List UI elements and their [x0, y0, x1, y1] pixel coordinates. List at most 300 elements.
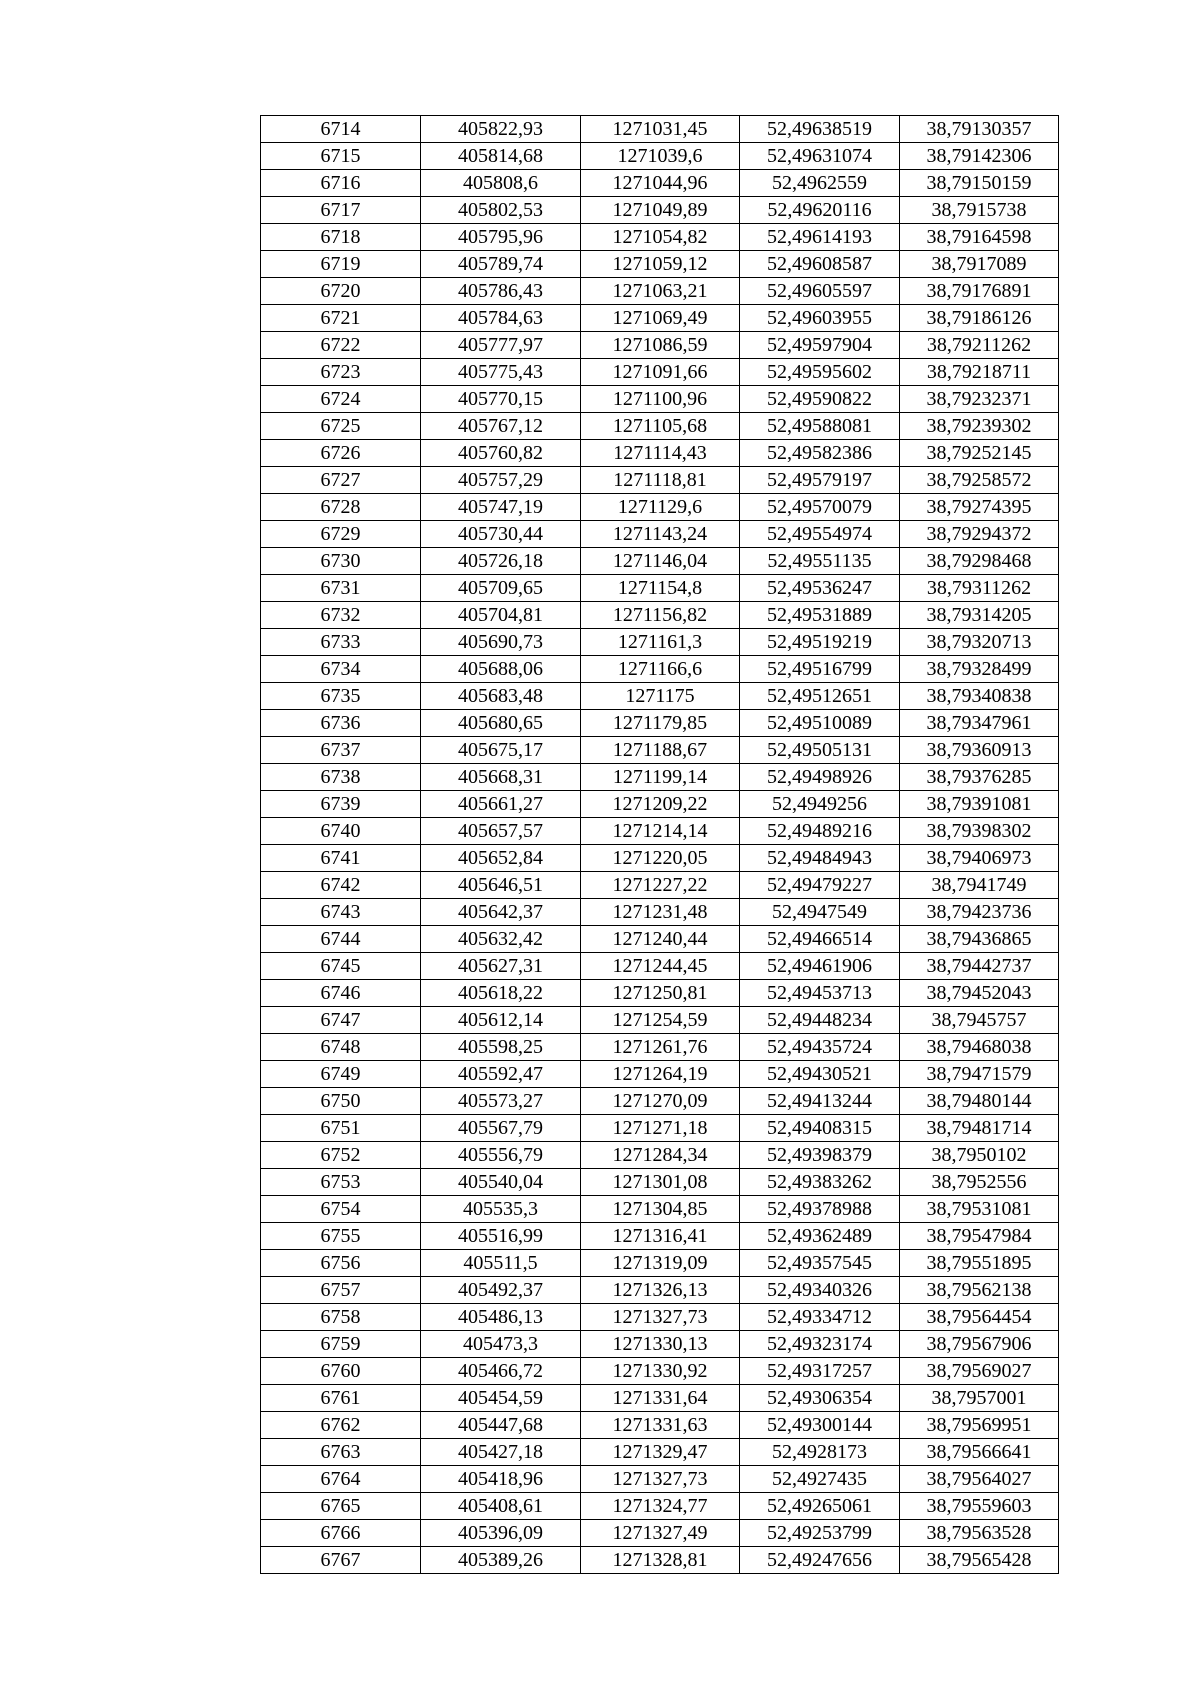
table-row	[261, 1385, 1059, 1412]
latitude-cell: 52,49453713	[740, 980, 900, 1007]
table-row	[261, 1223, 1059, 1250]
y-coordinate-cell: 1271220,05	[581, 845, 740, 872]
latitude-cell: 52,49570079	[740, 494, 900, 521]
x-coordinate-cell: 405657,57	[421, 818, 581, 845]
x-coordinate-cell: 405683,48	[421, 683, 581, 710]
longitude-cell: 38,79258572	[900, 467, 1059, 494]
latitude-cell: 52,49317257	[740, 1358, 900, 1385]
longitude-cell: 38,79176891	[900, 278, 1059, 305]
table-row	[261, 332, 1059, 359]
latitude-cell: 52,49498926	[740, 764, 900, 791]
latitude-cell: 52,49357545	[740, 1250, 900, 1277]
table-row	[261, 845, 1059, 872]
latitude-cell: 52,49519219	[740, 629, 900, 656]
x-coordinate-cell: 405389,26	[421, 1547, 581, 1574]
longitude-cell: 38,79328499	[900, 656, 1059, 683]
point-number-cell: 6724	[261, 386, 421, 413]
y-coordinate-cell: 1271214,14	[581, 818, 740, 845]
y-coordinate-cell: 1271244,45	[581, 953, 740, 980]
latitude-cell: 52,49323174	[740, 1331, 900, 1358]
latitude-cell: 52,49300144	[740, 1412, 900, 1439]
latitude-cell: 52,49430521	[740, 1061, 900, 1088]
point-number-cell: 6741	[261, 845, 421, 872]
x-coordinate-cell: 405473,3	[421, 1331, 581, 1358]
table-row	[261, 1088, 1059, 1115]
latitude-cell: 52,49582386	[740, 440, 900, 467]
x-coordinate-cell: 405632,42	[421, 926, 581, 953]
table-row	[261, 872, 1059, 899]
table-row	[261, 440, 1059, 467]
table-row	[261, 1007, 1059, 1034]
y-coordinate-cell: 1271304,85	[581, 1196, 740, 1223]
point-number-cell: 6752	[261, 1142, 421, 1169]
x-coordinate-cell: 405709,65	[421, 575, 581, 602]
longitude-cell: 38,79481714	[900, 1115, 1059, 1142]
x-coordinate-cell: 405627,31	[421, 953, 581, 980]
latitude-cell: 52,49512651	[740, 683, 900, 710]
y-coordinate-cell: 1271261,76	[581, 1034, 740, 1061]
y-coordinate-cell: 1271330,92	[581, 1358, 740, 1385]
point-number-cell: 6749	[261, 1061, 421, 1088]
point-number-cell: 6739	[261, 791, 421, 818]
longitude-cell: 38,79569951	[900, 1412, 1059, 1439]
latitude-cell: 52,4927435	[740, 1466, 900, 1493]
y-coordinate-cell: 1271105,68	[581, 413, 740, 440]
y-coordinate-cell: 1271063,21	[581, 278, 740, 305]
latitude-cell: 52,49378988	[740, 1196, 900, 1223]
table-row	[261, 170, 1059, 197]
table-row	[261, 1196, 1059, 1223]
latitude-cell: 52,49588081	[740, 413, 900, 440]
latitude-cell: 52,4949256	[740, 791, 900, 818]
x-coordinate-cell: 405540,04	[421, 1169, 581, 1196]
latitude-cell: 52,49479227	[740, 872, 900, 899]
x-coordinate-cell: 405454,59	[421, 1385, 581, 1412]
longitude-cell: 38,79471579	[900, 1061, 1059, 1088]
table-row	[261, 1304, 1059, 1331]
y-coordinate-cell: 1271091,66	[581, 359, 740, 386]
latitude-cell: 52,49590822	[740, 386, 900, 413]
longitude-cell: 38,79566641	[900, 1439, 1059, 1466]
y-coordinate-cell: 1271284,34	[581, 1142, 740, 1169]
latitude-cell: 52,49531889	[740, 602, 900, 629]
point-number-cell: 6764	[261, 1466, 421, 1493]
point-number-cell: 6719	[261, 251, 421, 278]
longitude-cell: 38,79186126	[900, 305, 1059, 332]
y-coordinate-cell: 1271129,6	[581, 494, 740, 521]
point-number-cell: 6738	[261, 764, 421, 791]
latitude-cell: 52,49340326	[740, 1277, 900, 1304]
point-number-cell: 6727	[261, 467, 421, 494]
table-row	[261, 1250, 1059, 1277]
x-coordinate-cell: 405492,37	[421, 1277, 581, 1304]
table-row	[261, 1520, 1059, 1547]
x-coordinate-cell: 405730,44	[421, 521, 581, 548]
point-number-cell: 6735	[261, 683, 421, 710]
x-coordinate-cell: 405646,51	[421, 872, 581, 899]
y-coordinate-cell: 1271031,45	[581, 116, 740, 143]
longitude-cell: 38,79565428	[900, 1547, 1059, 1574]
longitude-cell: 38,7941749	[900, 872, 1059, 899]
y-coordinate-cell: 1271271,18	[581, 1115, 740, 1142]
table-row	[261, 575, 1059, 602]
table-row	[261, 1331, 1059, 1358]
point-number-cell: 6748	[261, 1034, 421, 1061]
table-row	[261, 656, 1059, 683]
table-row	[261, 1493, 1059, 1520]
longitude-cell: 38,79239302	[900, 413, 1059, 440]
x-coordinate-cell: 405675,17	[421, 737, 581, 764]
longitude-cell: 38,79294372	[900, 521, 1059, 548]
table-row	[261, 980, 1059, 1007]
longitude-cell: 38,79391081	[900, 791, 1059, 818]
y-coordinate-cell: 1271086,59	[581, 332, 740, 359]
longitude-cell: 38,7917089	[900, 251, 1059, 278]
y-coordinate-cell: 1271161,3	[581, 629, 740, 656]
y-coordinate-cell: 1271327,49	[581, 1520, 740, 1547]
x-coordinate-cell: 405642,37	[421, 899, 581, 926]
table-row	[261, 143, 1059, 170]
x-coordinate-cell: 405427,18	[421, 1439, 581, 1466]
latitude-cell: 52,49510089	[740, 710, 900, 737]
table-row	[261, 1412, 1059, 1439]
longitude-cell: 38,79452043	[900, 980, 1059, 1007]
longitude-cell: 38,79569027	[900, 1358, 1059, 1385]
table-row	[261, 467, 1059, 494]
y-coordinate-cell: 1271069,49	[581, 305, 740, 332]
longitude-cell: 38,79314205	[900, 602, 1059, 629]
x-coordinate-cell: 405680,65	[421, 710, 581, 737]
y-coordinate-cell: 1271199,14	[581, 764, 740, 791]
x-coordinate-cell: 405661,27	[421, 791, 581, 818]
table-row	[261, 710, 1059, 737]
latitude-cell: 52,49253799	[740, 1520, 900, 1547]
longitude-cell: 38,79480144	[900, 1088, 1059, 1115]
latitude-cell: 52,49408315	[740, 1115, 900, 1142]
point-number-cell: 6714	[261, 116, 421, 143]
latitude-cell: 52,49306354	[740, 1385, 900, 1412]
point-number-cell: 6722	[261, 332, 421, 359]
latitude-cell: 52,49605597	[740, 278, 900, 305]
y-coordinate-cell: 1271188,67	[581, 737, 740, 764]
longitude-cell: 38,7957001	[900, 1385, 1059, 1412]
table-row	[261, 1547, 1059, 1574]
y-coordinate-cell: 1271328,81	[581, 1547, 740, 1574]
y-coordinate-cell: 1271044,96	[581, 170, 740, 197]
x-coordinate-cell: 405808,6	[421, 170, 581, 197]
longitude-cell: 38,79274395	[900, 494, 1059, 521]
point-number-cell: 6756	[261, 1250, 421, 1277]
table-row	[261, 494, 1059, 521]
y-coordinate-cell: 1271146,04	[581, 548, 740, 575]
point-number-cell: 6745	[261, 953, 421, 980]
longitude-cell: 38,79311262	[900, 575, 1059, 602]
x-coordinate-cell: 405652,84	[421, 845, 581, 872]
table-row	[261, 386, 1059, 413]
longitude-cell: 38,7952556	[900, 1169, 1059, 1196]
table-row	[261, 1142, 1059, 1169]
x-coordinate-cell: 405767,12	[421, 413, 581, 440]
point-number-cell: 6750	[261, 1088, 421, 1115]
y-coordinate-cell: 1271264,19	[581, 1061, 740, 1088]
x-coordinate-cell: 405789,74	[421, 251, 581, 278]
longitude-cell: 38,79406973	[900, 845, 1059, 872]
latitude-cell: 52,49603955	[740, 305, 900, 332]
x-coordinate-cell: 405760,82	[421, 440, 581, 467]
table-row	[261, 359, 1059, 386]
point-number-cell: 6716	[261, 170, 421, 197]
point-number-cell: 6731	[261, 575, 421, 602]
y-coordinate-cell: 1271049,89	[581, 197, 740, 224]
latitude-cell: 52,49554974	[740, 521, 900, 548]
x-coordinate-cell: 405535,3	[421, 1196, 581, 1223]
latitude-cell: 52,49265061	[740, 1493, 900, 1520]
point-number-cell: 6723	[261, 359, 421, 386]
table-row	[261, 224, 1059, 251]
y-coordinate-cell: 1271154,8	[581, 575, 740, 602]
latitude-cell: 52,49398379	[740, 1142, 900, 1169]
longitude-cell: 38,79559603	[900, 1493, 1059, 1520]
latitude-cell: 52,49448234	[740, 1007, 900, 1034]
x-coordinate-cell: 405592,47	[421, 1061, 581, 1088]
latitude-cell: 52,49595602	[740, 359, 900, 386]
point-number-cell: 6742	[261, 872, 421, 899]
latitude-cell: 52,49489216	[740, 818, 900, 845]
table-row	[261, 1439, 1059, 1466]
latitude-cell: 52,49608587	[740, 251, 900, 278]
y-coordinate-cell: 1271329,47	[581, 1439, 740, 1466]
table-row	[261, 1358, 1059, 1385]
point-number-cell: 6740	[261, 818, 421, 845]
latitude-cell: 52,49631074	[740, 143, 900, 170]
x-coordinate-cell: 405688,06	[421, 656, 581, 683]
x-coordinate-cell: 405690,73	[421, 629, 581, 656]
y-coordinate-cell: 1271179,85	[581, 710, 740, 737]
table-row	[261, 521, 1059, 548]
x-coordinate-cell: 405726,18	[421, 548, 581, 575]
table-row	[261, 197, 1059, 224]
y-coordinate-cell: 1271156,82	[581, 602, 740, 629]
table-row	[261, 764, 1059, 791]
point-number-cell: 6753	[261, 1169, 421, 1196]
x-coordinate-cell: 405668,31	[421, 764, 581, 791]
point-number-cell: 6751	[261, 1115, 421, 1142]
y-coordinate-cell: 1271143,24	[581, 521, 740, 548]
longitude-cell: 38,7945757	[900, 1007, 1059, 1034]
y-coordinate-cell: 1271331,63	[581, 1412, 740, 1439]
y-coordinate-cell: 1271114,43	[581, 440, 740, 467]
table-row	[261, 251, 1059, 278]
x-coordinate-cell: 405447,68	[421, 1412, 581, 1439]
x-coordinate-cell: 405822,93	[421, 116, 581, 143]
y-coordinate-cell: 1271039,6	[581, 143, 740, 170]
point-number-cell: 6761	[261, 1385, 421, 1412]
x-coordinate-cell: 405598,25	[421, 1034, 581, 1061]
y-coordinate-cell: 1271227,22	[581, 872, 740, 899]
x-coordinate-cell: 405786,43	[421, 278, 581, 305]
x-coordinate-cell: 405777,97	[421, 332, 581, 359]
table-row	[261, 683, 1059, 710]
longitude-cell: 38,79567906	[900, 1331, 1059, 1358]
point-number-cell: 6717	[261, 197, 421, 224]
point-number-cell: 6766	[261, 1520, 421, 1547]
latitude-cell: 52,49516799	[740, 656, 900, 683]
x-coordinate-cell: 405747,19	[421, 494, 581, 521]
y-coordinate-cell: 1271324,77	[581, 1493, 740, 1520]
latitude-cell: 52,49461906	[740, 953, 900, 980]
point-number-cell: 6747	[261, 1007, 421, 1034]
point-number-cell: 6730	[261, 548, 421, 575]
table-row	[261, 548, 1059, 575]
longitude-cell: 38,79436865	[900, 926, 1059, 953]
coordinates-table	[260, 115, 1059, 1574]
point-number-cell: 6765	[261, 1493, 421, 1520]
longitude-cell: 38,79320713	[900, 629, 1059, 656]
table-row	[261, 278, 1059, 305]
longitude-cell: 38,79398302	[900, 818, 1059, 845]
latitude-cell: 52,49362489	[740, 1223, 900, 1250]
longitude-cell: 38,79551895	[900, 1250, 1059, 1277]
y-coordinate-cell: 1271326,13	[581, 1277, 740, 1304]
latitude-cell: 52,49620116	[740, 197, 900, 224]
point-number-cell: 6732	[261, 602, 421, 629]
longitude-cell: 38,79563528	[900, 1520, 1059, 1547]
x-coordinate-cell: 405814,68	[421, 143, 581, 170]
longitude-cell: 38,79531081	[900, 1196, 1059, 1223]
point-number-cell: 6754	[261, 1196, 421, 1223]
longitude-cell: 38,7950102	[900, 1142, 1059, 1169]
y-coordinate-cell: 1271270,09	[581, 1088, 740, 1115]
latitude-cell: 52,49247656	[740, 1547, 900, 1574]
longitude-cell: 38,79347961	[900, 710, 1059, 737]
y-coordinate-cell: 1271331,64	[581, 1385, 740, 1412]
x-coordinate-cell: 405466,72	[421, 1358, 581, 1385]
latitude-cell: 52,49466514	[740, 926, 900, 953]
table-row	[261, 791, 1059, 818]
table-row	[261, 737, 1059, 764]
y-coordinate-cell: 1271316,41	[581, 1223, 740, 1250]
y-coordinate-cell: 1271240,44	[581, 926, 740, 953]
x-coordinate-cell: 405408,61	[421, 1493, 581, 1520]
y-coordinate-cell: 1271175	[581, 683, 740, 710]
y-coordinate-cell: 1271054,82	[581, 224, 740, 251]
table-row	[261, 1277, 1059, 1304]
x-coordinate-cell: 405704,81	[421, 602, 581, 629]
longitude-cell: 38,79142306	[900, 143, 1059, 170]
longitude-cell: 38,79164598	[900, 224, 1059, 251]
point-number-cell: 6762	[261, 1412, 421, 1439]
x-coordinate-cell: 405618,22	[421, 980, 581, 1007]
latitude-cell: 52,4928173	[740, 1439, 900, 1466]
y-coordinate-cell: 1271319,09	[581, 1250, 740, 1277]
point-number-cell: 6763	[261, 1439, 421, 1466]
point-number-cell: 6728	[261, 494, 421, 521]
y-coordinate-cell: 1271327,73	[581, 1304, 740, 1331]
y-coordinate-cell: 1271250,81	[581, 980, 740, 1007]
x-coordinate-cell: 405567,79	[421, 1115, 581, 1142]
point-number-cell: 6746	[261, 980, 421, 1007]
y-coordinate-cell: 1271118,81	[581, 467, 740, 494]
x-coordinate-cell: 405486,13	[421, 1304, 581, 1331]
longitude-cell: 38,79340838	[900, 683, 1059, 710]
longitude-cell: 38,79468038	[900, 1034, 1059, 1061]
x-coordinate-cell: 405516,99	[421, 1223, 581, 1250]
table-row	[261, 1169, 1059, 1196]
x-coordinate-cell: 405556,79	[421, 1142, 581, 1169]
longitude-cell: 38,79564454	[900, 1304, 1059, 1331]
point-number-cell: 6737	[261, 737, 421, 764]
x-coordinate-cell: 405511,5	[421, 1250, 581, 1277]
point-number-cell: 6733	[261, 629, 421, 656]
longitude-cell: 38,7915738	[900, 197, 1059, 224]
point-number-cell: 6743	[261, 899, 421, 926]
y-coordinate-cell: 1271100,96	[581, 386, 740, 413]
point-number-cell: 6715	[261, 143, 421, 170]
longitude-cell: 38,79232371	[900, 386, 1059, 413]
latitude-cell: 52,49413244	[740, 1088, 900, 1115]
y-coordinate-cell: 1271254,59	[581, 1007, 740, 1034]
x-coordinate-cell: 405612,14	[421, 1007, 581, 1034]
point-number-cell: 6734	[261, 656, 421, 683]
x-coordinate-cell: 405802,53	[421, 197, 581, 224]
longitude-cell: 38,79423736	[900, 899, 1059, 926]
table-row	[261, 602, 1059, 629]
table-row	[261, 413, 1059, 440]
table-row	[261, 629, 1059, 656]
x-coordinate-cell: 405775,43	[421, 359, 581, 386]
coordinates-table-body	[261, 116, 1059, 1574]
y-coordinate-cell: 1271301,08	[581, 1169, 740, 1196]
longitude-cell: 38,79252145	[900, 440, 1059, 467]
x-coordinate-cell: 405757,29	[421, 467, 581, 494]
point-number-cell: 6726	[261, 440, 421, 467]
longitude-cell: 38,79547984	[900, 1223, 1059, 1250]
x-coordinate-cell: 405396,09	[421, 1520, 581, 1547]
table-row	[261, 818, 1059, 845]
table-row	[261, 1115, 1059, 1142]
latitude-cell: 52,4962559	[740, 170, 900, 197]
point-number-cell: 6760	[261, 1358, 421, 1385]
latitude-cell: 52,49579197	[740, 467, 900, 494]
point-number-cell: 6720	[261, 278, 421, 305]
longitude-cell: 38,79376285	[900, 764, 1059, 791]
latitude-cell: 52,4947549	[740, 899, 900, 926]
point-number-cell: 6755	[261, 1223, 421, 1250]
x-coordinate-cell: 405418,96	[421, 1466, 581, 1493]
point-number-cell: 6759	[261, 1331, 421, 1358]
latitude-cell: 52,49551135	[740, 548, 900, 575]
latitude-cell: 52,49638519	[740, 116, 900, 143]
longitude-cell: 38,79211262	[900, 332, 1059, 359]
latitude-cell: 52,49334712	[740, 1304, 900, 1331]
x-coordinate-cell: 405770,15	[421, 386, 581, 413]
y-coordinate-cell: 1271059,12	[581, 251, 740, 278]
x-coordinate-cell: 405573,27	[421, 1088, 581, 1115]
longitude-cell: 38,79298468	[900, 548, 1059, 575]
x-coordinate-cell: 405784,63	[421, 305, 581, 332]
y-coordinate-cell: 1271327,73	[581, 1466, 740, 1493]
point-number-cell: 6721	[261, 305, 421, 332]
latitude-cell: 52,49614193	[740, 224, 900, 251]
latitude-cell: 52,49536247	[740, 575, 900, 602]
longitude-cell: 38,79564027	[900, 1466, 1059, 1493]
table-row	[261, 926, 1059, 953]
table-row	[261, 116, 1059, 143]
point-number-cell: 6757	[261, 1277, 421, 1304]
point-number-cell: 6736	[261, 710, 421, 737]
x-coordinate-cell: 405795,96	[421, 224, 581, 251]
point-number-cell: 6767	[261, 1547, 421, 1574]
